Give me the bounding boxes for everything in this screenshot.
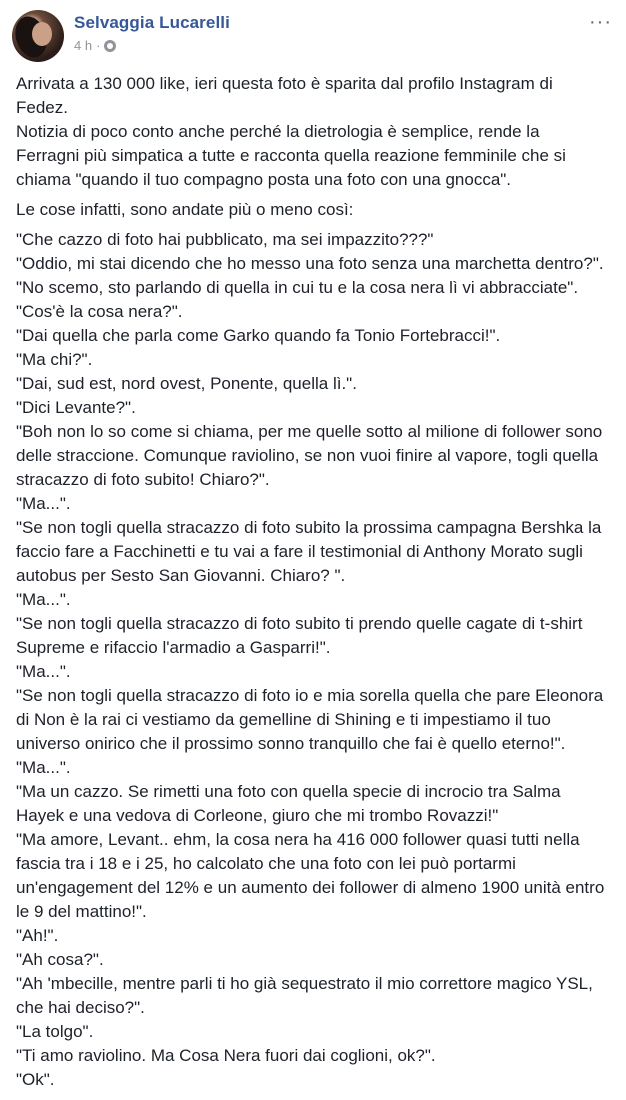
post-text-line: "Dai, sud est, nord ovest, Ponente, quella lì.". [16, 374, 357, 393]
post-text-line: "Ah cosa?". [16, 950, 104, 969]
post-header [12, 10, 614, 62]
ellipsis-icon[interactable]: ··· [589, 11, 612, 33]
post-text-line: "Ma chi?". [16, 350, 93, 369]
author-name[interactable]: Selvaggia Lucarelli [74, 13, 230, 32]
post-text-line: universo onirico che il prossimo sonno tranquillo che fai è quello eterno!". [16, 734, 566, 753]
post-text-line: "Cos'è la cosa nera?". [16, 302, 183, 321]
post-text-line: chiama "quando il tuo compagno posta una foto con una gnocca". [16, 170, 512, 189]
post-text-line: "Ma...". [16, 494, 71, 513]
post-text-line: di Non è la rai ci vestiamo da gemelline di Shining e ti impestiamo il tuo [16, 710, 551, 729]
post-text-line: "Ah 'mbecille, mentre parli ti ho già sequestrato il mio correttore magico YSL, [16, 974, 593, 993]
post-text-line: Le cose infatti, sono andate più o meno così: [16, 200, 354, 219]
post-text-line: "Boh non lo so come si chiama, per me quelle sotto al milione di follower sono [16, 422, 603, 441]
post-body [16, 72, 612, 1098]
post-text-line: che hai deciso?". [16, 998, 145, 1017]
post-text-line: "Dai quella che parla come Garko quando fa Tonio Fortebracci!". [16, 326, 501, 345]
post-text-line: "Ma...". [16, 758, 71, 777]
post-text-line: faccio fare a Facchinetti e tu vai a fare il testimonial di Anthony Morato sugli [16, 542, 583, 561]
post-text-line: Fedez. [16, 98, 68, 117]
post-time[interactable]: 4 h [74, 38, 93, 53]
post-text-line: "Dici Levante?". [16, 398, 136, 417]
post-text-line: Arrivata a 130 000 like, ieri questa foto è sparita dal profilo Instagram di [16, 74, 553, 93]
post-text-line: "Se non togli quella stracazzo di foto subito la prossima campagna Bershka la [16, 518, 602, 537]
post-meta [74, 38, 116, 53]
post-text-line: "Ok". [16, 1070, 55, 1089]
post-text-line: Supreme e rifaccio l'armadio a Gasparri!". [16, 638, 331, 657]
post-text-line: "Se non togli quella stracazzo di foto io e mia sorella quella che pare Eleonora [16, 686, 604, 705]
post-text-line: fascia tra i 18 e i 25, ho calcolato che una foto con lei può portarmi [16, 854, 516, 873]
post-text-line: delle straccione. Comunque raviolino, se non vuoi finire al vapore, togli quella [16, 446, 599, 465]
post-text-line: "Ma amore, Levant.. ehm, la cosa nera ha 416 000 follower quasi tutti nella [16, 830, 580, 849]
post-text-line: un'engagement del 12% e un aumento dei follower di almeno 1900 unità entro [16, 878, 605, 897]
post-paragraph [16, 72, 612, 192]
post-text-line: "La tolgo". [16, 1022, 94, 1041]
post-paragraph [16, 198, 612, 222]
meta-separator: · [96, 38, 101, 53]
post-text-line: "Ti amo raviolino. Ma Cosa Nera fuori dai coglioni, ok?". [16, 1046, 436, 1065]
globe-icon[interactable] [104, 40, 116, 52]
post-text-line: Ferragni più simpatica a tutte e racconta quella reazione femminile che si [16, 146, 566, 165]
post-text-line: "Oddio, mi stai dicendo che ho messo una foto senza una marchetta dentro?". [16, 254, 604, 273]
post-text-line: "Ma...". [16, 662, 71, 681]
post-text-line: Notizia di poco conto anche perché la dietrologia è semplice, rende la [16, 122, 540, 141]
post-text-line: stracazzo di foto subito! Chiaro?". [16, 470, 270, 489]
post-text-line: le 9 del mattino!". [16, 902, 147, 921]
post-text-line: autobus per Sesto San Giovanni. Chiaro? ". [16, 566, 346, 585]
avatar-face [32, 22, 52, 46]
post-text-line: "Ah!". [16, 926, 59, 945]
post-paragraph [16, 228, 612, 1092]
post-text-line: "Se non togli quella stracazzo di foto subito ti prendo quelle cagate di t-shirt [16, 614, 583, 633]
post-text-line: "No scemo, sto parlando di quella in cui tu e la cosa nera lì vi abbracciate". [16, 278, 579, 297]
post-text-line: "Che cazzo di foto hai pubblicato, ma sei impazzito???" [16, 230, 434, 249]
post-text-line: Hayek e una vedova di Corleone, giuro che mi trombo Rovazzi!" [16, 806, 499, 825]
post-text-line: "Ma...". [16, 590, 71, 609]
post-text-line: "Ma un cazzo. Se rimetti una foto con quella specie di incrocio tra Salma [16, 782, 561, 801]
avatar[interactable] [12, 10, 64, 62]
